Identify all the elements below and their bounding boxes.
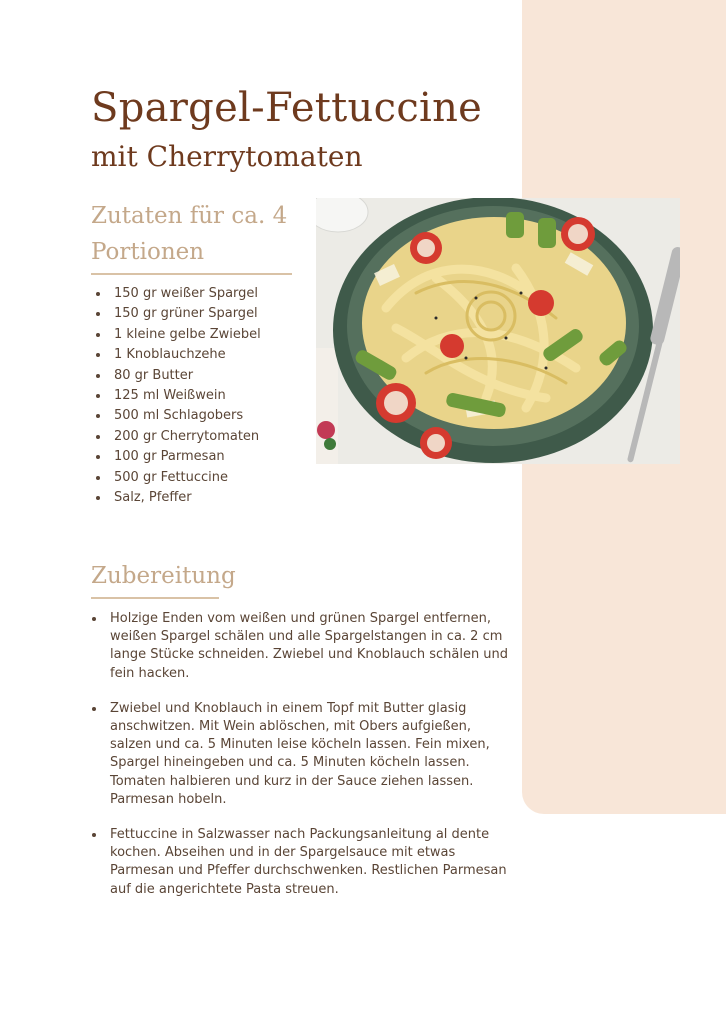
ingredient-item: 125 ml Weißwein (95, 386, 295, 406)
preparation-step: Zwiebel und Knoblauch in einem Topf mit Butter glasig anschwitzen. Mit Wein ablöschen, mit Obers aufgießen, salzen und ca. 5 Minuten leise köcheln lassen. Fein mixen, Spargel hineingeben und ca. 5 Minuten köcheln lassen. Tomaten halbieren und kurz in der Sauce ziehen lassen. Parmesan hobeln. (91, 700, 511, 809)
ingredient-item: 500 gr Fettuccine (95, 468, 295, 488)
ingredients-heading-underline (91, 273, 292, 275)
ingredients-list (95, 284, 295, 508)
ingredient-item: 150 gr weißer Spargel (95, 284, 295, 304)
preparation-step: Holzige Enden vom weißen und grünen Spargel entfernen, weißen Spargel schälen und alle Spargelstangen in ca. 2 cm lange Stücke schneiden. Zwiebel und Knoblauch schälen und fein hacken. (91, 610, 511, 683)
ingredient-item: 150 gr grüner Spargel (95, 304, 295, 324)
ingredient-item: 200 gr Cherrytomaten (95, 427, 295, 447)
ingredients-heading: Zutaten für ca. 4 Portionen (91, 203, 288, 265)
recipe-subtitle: mit Cherrytomaten (91, 140, 363, 173)
recipe-title: Spargel-Fettuccine (91, 85, 483, 131)
ingredient-item: 1 Knoblauchzehe (95, 345, 295, 365)
pasta-dish-illustration (316, 198, 680, 464)
ingredient-item: 1 kleine gelbe Zwiebel (95, 325, 295, 345)
preparation-heading: Zubereitung (91, 563, 236, 589)
preparation-step: Fettuccine in Salzwasser nach Packungsanleitung al dente kochen. Abseihen und in der Spargelsauce mit etwas Parmesan und Pfeffer durchschwenken. Restlichen Parmesan auf die angerichtete Pasta streuen. (91, 826, 511, 899)
ingredient-item: Salz, Pfeffer (95, 488, 295, 508)
ingredient-item: 500 ml Schlagobers (95, 406, 295, 426)
ingredient-item: 80 gr Butter (95, 366, 295, 386)
pasta-dish-photo (316, 198, 680, 464)
preparation-steps-list (91, 610, 511, 916)
ingredient-item: 100 gr Parmesan (95, 447, 295, 467)
preparation-heading-underline (91, 597, 219, 599)
